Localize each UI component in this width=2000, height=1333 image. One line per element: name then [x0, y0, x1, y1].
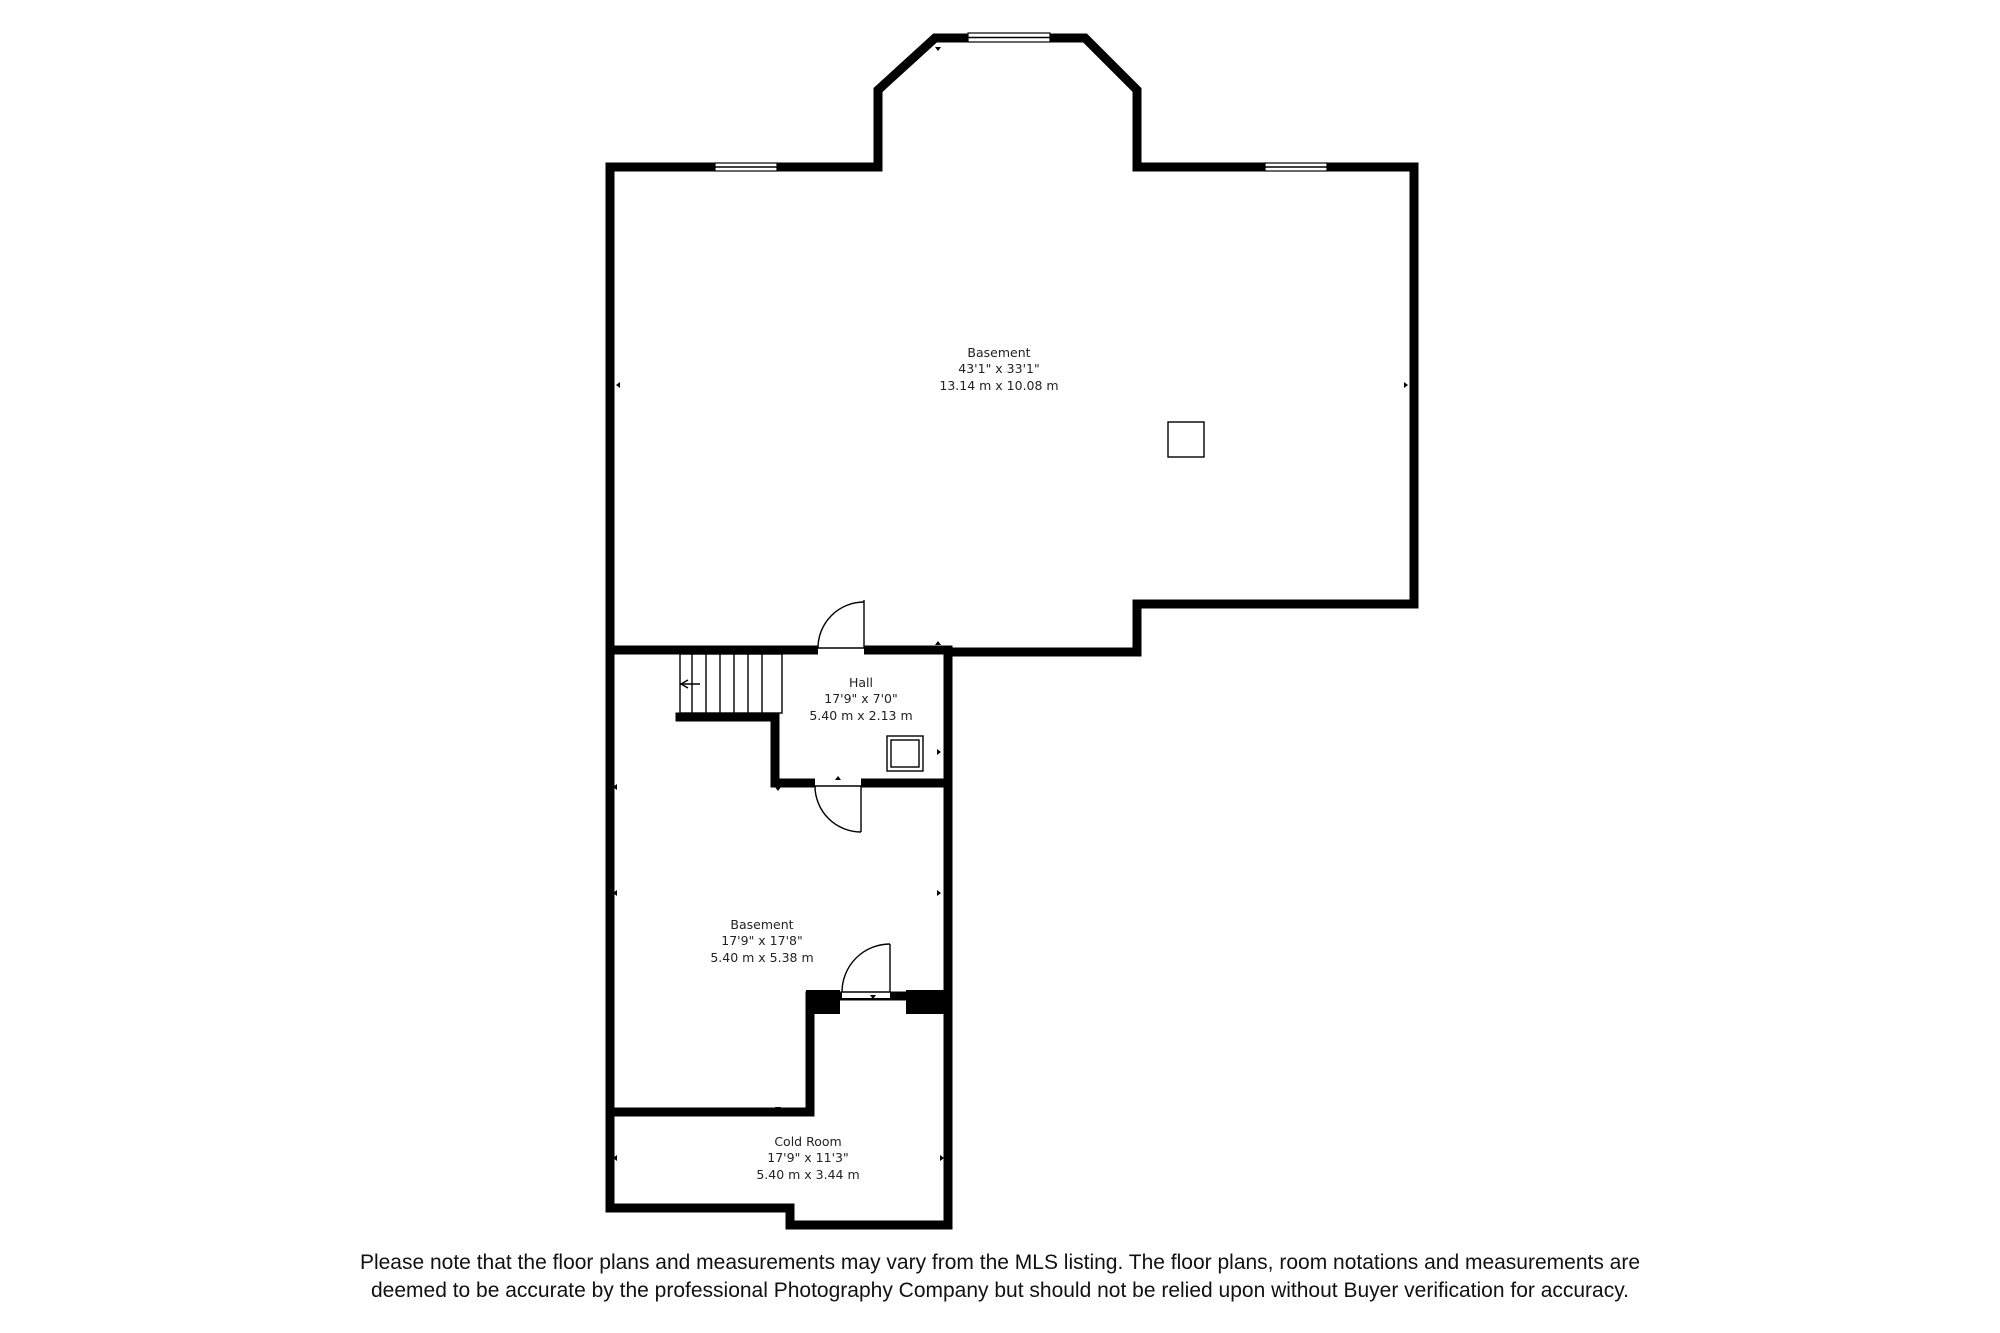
room-dimensions-metric: 5.40 m x 3.44 m — [756, 1167, 860, 1182]
room-dimensions-metric: 5.40 m x 5.38 m — [710, 950, 814, 965]
room-dimensions-imperial: 17'9" x 17'8" — [721, 933, 803, 948]
door-hall-north — [818, 600, 864, 655]
room-dimensions-imperial: 17'9" x 7'0" — [824, 691, 898, 706]
room-dimensions-metric: 13.14 m x 10.08 m — [939, 378, 1059, 393]
room-name: Cold Room — [774, 1134, 842, 1149]
exterior-wall — [610, 38, 1414, 1225]
room-label-basement-lower — [710, 917, 813, 965]
wall-pier-right — [906, 990, 950, 1014]
disclaimer-line-1: Please note that the floor plans and measurements may vary from the MLS listing. The floor plans, room notations and measurements are — [359, 1251, 1641, 1274]
room-name: Basement — [730, 917, 794, 932]
room-dimensions-imperial: 43'1" x 33'1" — [958, 361, 1040, 376]
staircase — [680, 654, 782, 713]
disclaimer — [300, 1249, 1700, 1305]
appliance-hall — [887, 736, 923, 771]
door-hall-south — [815, 778, 861, 832]
room-name: Hall — [848, 675, 874, 690]
room-name: Basement — [967, 345, 1031, 360]
disclaimer-line-2: deemed to be accurate by the professional Photography Company but should not be relied upon without Buyer verification for accuracy. — [370, 1279, 1630, 1302]
room-label-hall — [809, 675, 912, 723]
interior-wall-hall-left — [680, 717, 775, 783]
room-dimensions-metric: 5.40 m x 2.13 m — [809, 708, 913, 723]
floor-fixture-basement — [1168, 422, 1204, 457]
wall-pier-left — [806, 990, 840, 1014]
room-label-cold-room — [756, 1134, 859, 1182]
room-dimensions-imperial: 17'9" x 11'3" — [767, 1150, 849, 1165]
door-cold-room — [842, 944, 890, 998]
interior-wall-cold-room — [610, 996, 810, 1112]
room-label-basement-main — [939, 345, 1058, 393]
